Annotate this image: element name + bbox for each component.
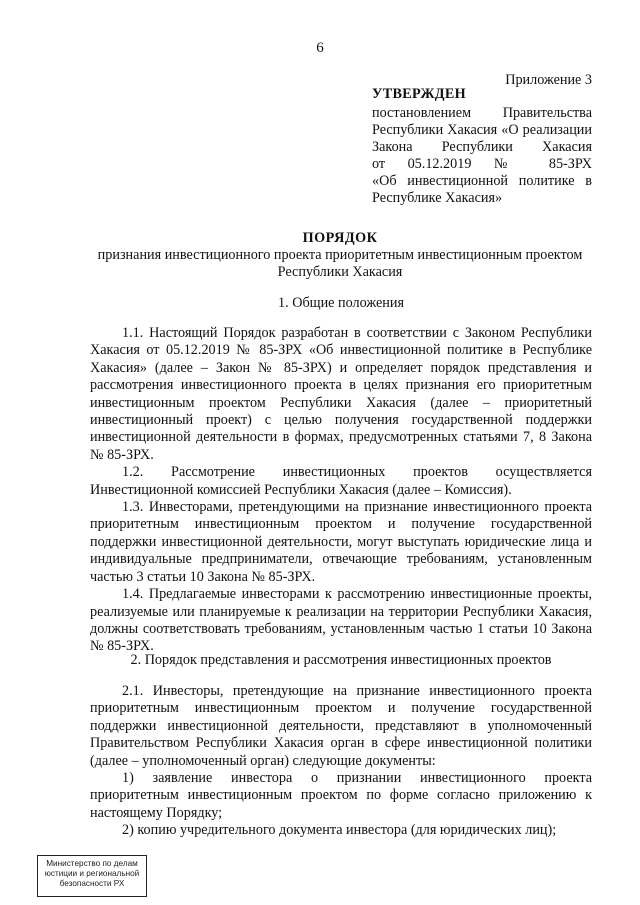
title-line: признания инвестиционного проекта приоритетным инвестиционным проектом (97, 247, 583, 263)
title-word: ПОРЯДОК (302, 230, 378, 246)
stamp-line: безопасности РХ (59, 879, 125, 888)
approval-line: Республике Хакасия» (372, 190, 503, 206)
paragraph: 2) копию учредительного документа инвестора (для юридических лиц); (122, 822, 557, 839)
section-1-heading: 1. Общие положения (278, 295, 404, 311)
approval-line: постановлением Правительства (372, 105, 592, 121)
paragraph: 1.1. Настоящий Порядок разработан в соответствии с Законом Республики Хакасия от 05.12.2019 № 85-ЗРХ «Об инвестиционной политике в Республике Хакасия» (далее – Закон № 85-ЗРХ) и определяет порядок представления и рассмотрения инвестиционного проекта в целях признания его приоритетным инвестиционным проектом Республики Хакасия (далее – приоритетный инвестиционный проект) с целью получения государственной поддержки инвестиционной деятельности в формах, предусмотренных статьями 7, 8 Закона № 85-ЗРХ. (90, 325, 592, 463)
approval-line: Закона Республики Хакасия (372, 139, 592, 155)
title-line: Республики Хакасия (277, 264, 403, 280)
registration-stamp (37, 855, 147, 897)
paragraph: 1.2. Рассмотрение инвестиционных проектов осуществляется Инвестиционной комиссией Республики Хакасия (далее – Комиссия). (90, 464, 592, 498)
document-title (90, 230, 590, 281)
approval-block (372, 105, 592, 207)
section-2-body (90, 683, 592, 840)
section-2-heading: 2. Порядок представления и рассмотрения инвестиционных проектов (130, 652, 552, 668)
page-number: 6 (316, 40, 324, 56)
paragraph: 1) заявление инвестора о признании инвестиционного проекта приоритетным инвестиционным проектом по форме согласно приложению к настоящему Порядку; (90, 770, 592, 821)
approval-line: «Об инвестиционной политике в (372, 173, 592, 189)
approval-line: Республики Хакасия «О реализации (372, 122, 592, 138)
paragraph: 2.1. Инвесторы, претендующие на признание инвестиционного проекта приоритетным инвестиционным проектом и получение государственной поддержки инвестиционной деятельности, представляют в уполномоченный Правительством Республики Хакасия орган в сфере инвестиционной политики (далее – уполномоченный орган) следующие документы: (90, 683, 592, 769)
approval-heading: УТВЕРЖДЕН (372, 86, 466, 102)
paragraph: 1.3. Инвесторами, претендующими на признание инвестиционного проекта приоритетным инвестиционным проектом и получение государственной поддержки инвестиционной деятельности, могут выступать юридические лица и индивидуальные предприниматели, отвечающие требованиям, установленным частью 3 статьи 10 Закона № 85-ЗРХ. (90, 499, 592, 585)
paragraph: 1.4. Предлагаемые инвесторами к рассмотрению инвестиционные проекты, реализуемые или планируемые к реализации на территории Республики Хакасия, должны соответствовать требованиям, установленным частью 1 статьи 10 Закона № 85-ЗРХ. (90, 586, 592, 655)
section-1-body (90, 325, 592, 656)
approval-line: от 05.12.2019 № 85-ЗРХ (372, 156, 592, 172)
stamp-line: Министерство по делам (46, 859, 138, 868)
appendix-label: Приложение 3 (505, 72, 592, 88)
stamp-line: юстиции и региональной (44, 869, 140, 878)
